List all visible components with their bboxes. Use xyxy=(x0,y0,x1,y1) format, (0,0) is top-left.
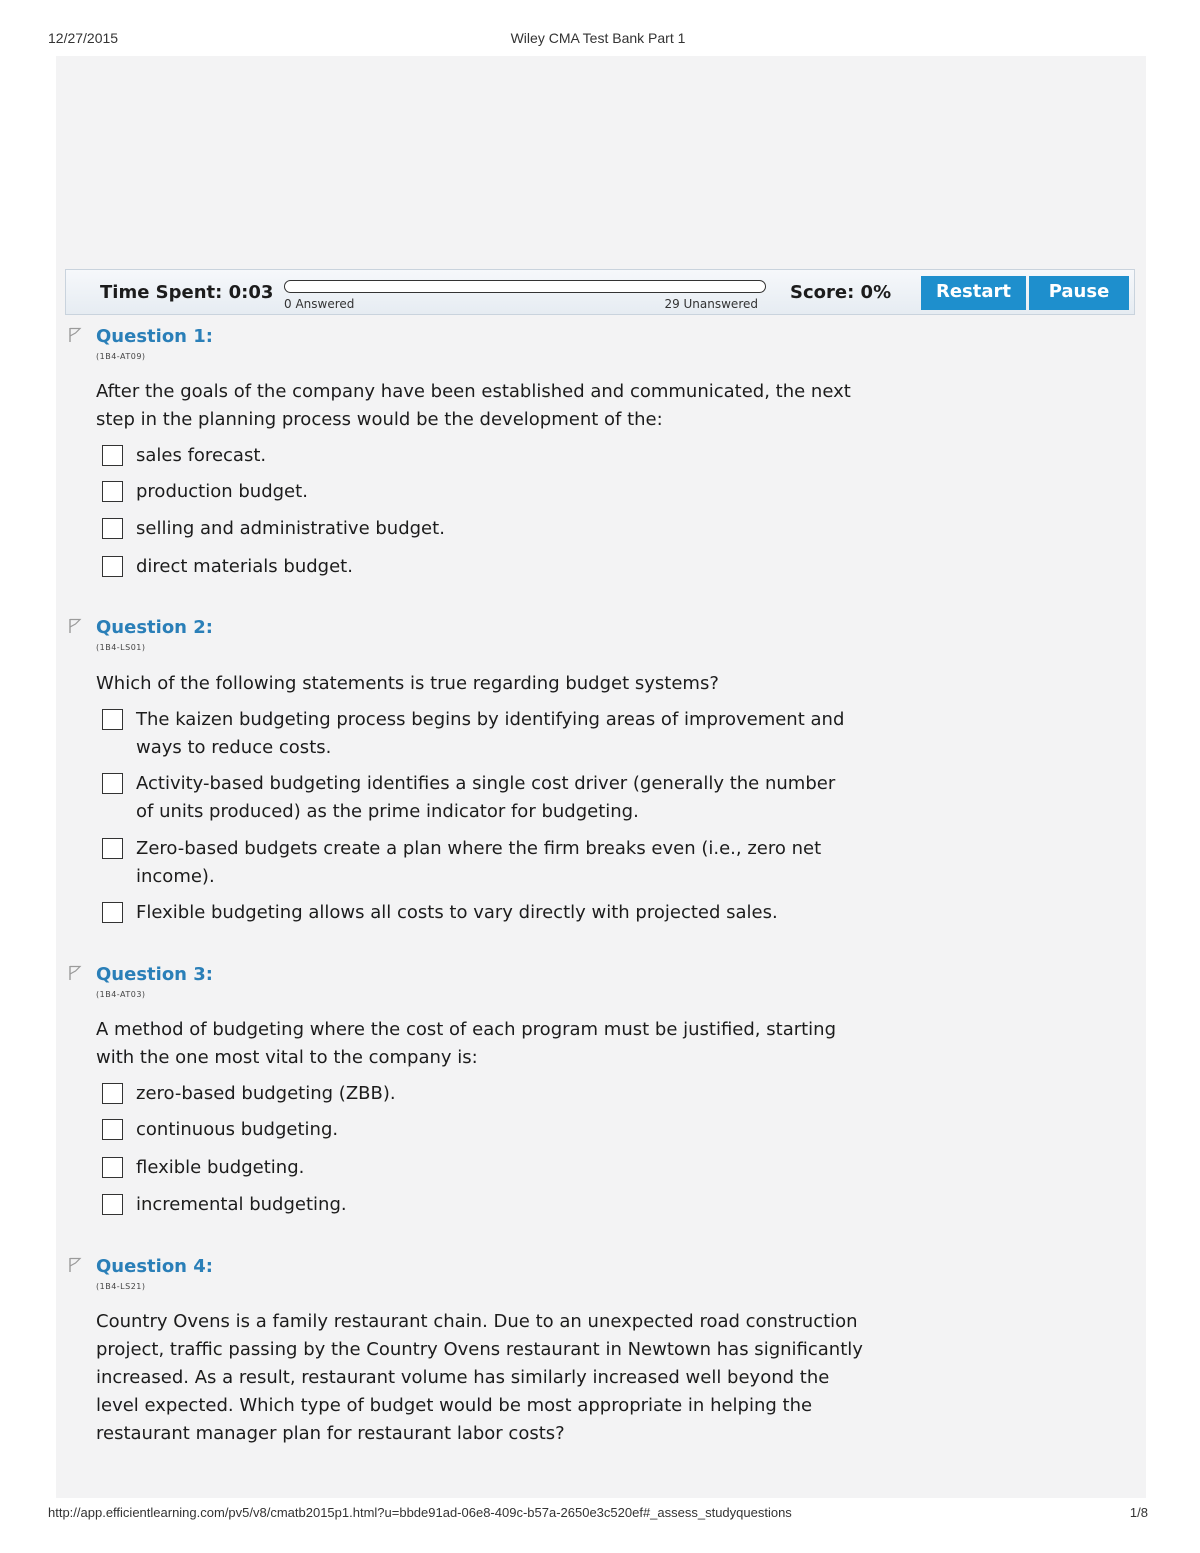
answer-text: Flexible budgeting allows all costs to vary directly with projected sales. xyxy=(136,902,778,923)
answer-text: zero-based budgeting (ZBB). xyxy=(136,1083,396,1104)
print-header xyxy=(48,30,1148,50)
score: Score: 0% xyxy=(790,282,892,303)
question-text: Which of the following statements is true regarding budget systems? xyxy=(96,673,719,694)
answer-text: direct materials budget. xyxy=(136,556,353,577)
unanswered-count: 29 Unanswered xyxy=(664,297,758,311)
answer-checkbox[interactable] xyxy=(102,518,123,539)
status-bar xyxy=(65,269,1135,315)
question-title: Question 1: xyxy=(96,326,213,347)
question-title: Question 4: xyxy=(96,1256,213,1277)
question-code: (1B4-LS01) xyxy=(96,643,146,652)
time-spent: Time Spent: 0:03 xyxy=(100,282,274,303)
progress-bar xyxy=(284,280,766,293)
flag-icon[interactable] xyxy=(68,1257,82,1273)
question-code: (1B4-AT09) xyxy=(96,352,146,361)
answer-checkbox[interactable] xyxy=(102,1083,123,1104)
answer-text: sales forecast. xyxy=(136,445,267,466)
content-panel xyxy=(56,56,1146,1498)
answer-checkbox[interactable] xyxy=(102,838,123,859)
answer-checkbox[interactable] xyxy=(102,1194,123,1215)
answer-text: selling and administrative budget. xyxy=(136,518,445,539)
question-text: After the goals of the company have been established and communicated, the next step in the planning process would be the development of the: xyxy=(96,381,851,430)
flag-icon[interactable] xyxy=(68,618,82,634)
flag-icon[interactable] xyxy=(68,327,82,343)
page-number: 1/8 xyxy=(1129,1505,1148,1520)
answer-text: The kaizen budgeting process begins by identifying areas of improvement and ways to reduce costs. xyxy=(136,709,845,758)
question-title: Question 2: xyxy=(96,617,213,638)
answer-checkbox[interactable] xyxy=(102,709,123,730)
question-title: Question 3: xyxy=(96,964,213,985)
answered-count: 0 Answered xyxy=(284,297,355,311)
document-title: Wiley CMA Test Bank Part 1 xyxy=(510,30,686,46)
answer-checkbox[interactable] xyxy=(102,1157,123,1178)
flag-icon[interactable] xyxy=(68,965,82,981)
answer-text: production budget. xyxy=(136,481,308,502)
question-code: (1B4-AT03) xyxy=(96,990,146,999)
answer-checkbox[interactable] xyxy=(102,1119,123,1140)
answer-checkbox[interactable] xyxy=(102,773,123,794)
print-footer xyxy=(48,1505,1148,1525)
answer-text: continuous budgeting. xyxy=(136,1119,339,1140)
question-text: Country Ovens is a family restaurant chain. Due to an unexpected road construction project, traffic passing by the Country Ovens restaurant in Newtown has significantly increased. As a result, restaurant volume has similarly increased well beyond the level expected. Which type of budget would be most appropriate in helping the restaurant manager plan for restaurant labor costs? xyxy=(96,1311,863,1444)
answer-checkbox[interactable] xyxy=(102,481,123,502)
page-url: http://app.efficientlearning.com/pv5/v8/cmatb2015p1.html?u=bbde91ad-06e8-409c-b57a-2650e3c520ef#_assess_studyquestions xyxy=(48,1505,792,1520)
answer-text: flexible budgeting. xyxy=(136,1157,305,1178)
pause-button[interactable]: Pause xyxy=(1029,276,1129,310)
restart-button[interactable]: Restart xyxy=(921,276,1026,310)
answer-text: Zero-based budgets create a plan where the firm breaks even (i.e., zero net income). xyxy=(136,838,822,887)
question-code: (1B4-LS21) xyxy=(96,1282,146,1291)
answer-checkbox[interactable] xyxy=(102,902,123,923)
answer-checkbox[interactable] xyxy=(102,445,123,466)
answer-checkbox[interactable] xyxy=(102,556,123,577)
question-text: A method of budgeting where the cost of each program must be justified, starting with the one most vital to the company is: xyxy=(96,1019,837,1068)
answer-text: Activity-based budgeting identifies a single cost driver (generally the number of units produced) as the prime indicator for budgeting. xyxy=(136,773,836,822)
print-date: 12/27/2015 xyxy=(48,30,119,46)
answer-text: incremental budgeting. xyxy=(136,1194,347,1215)
